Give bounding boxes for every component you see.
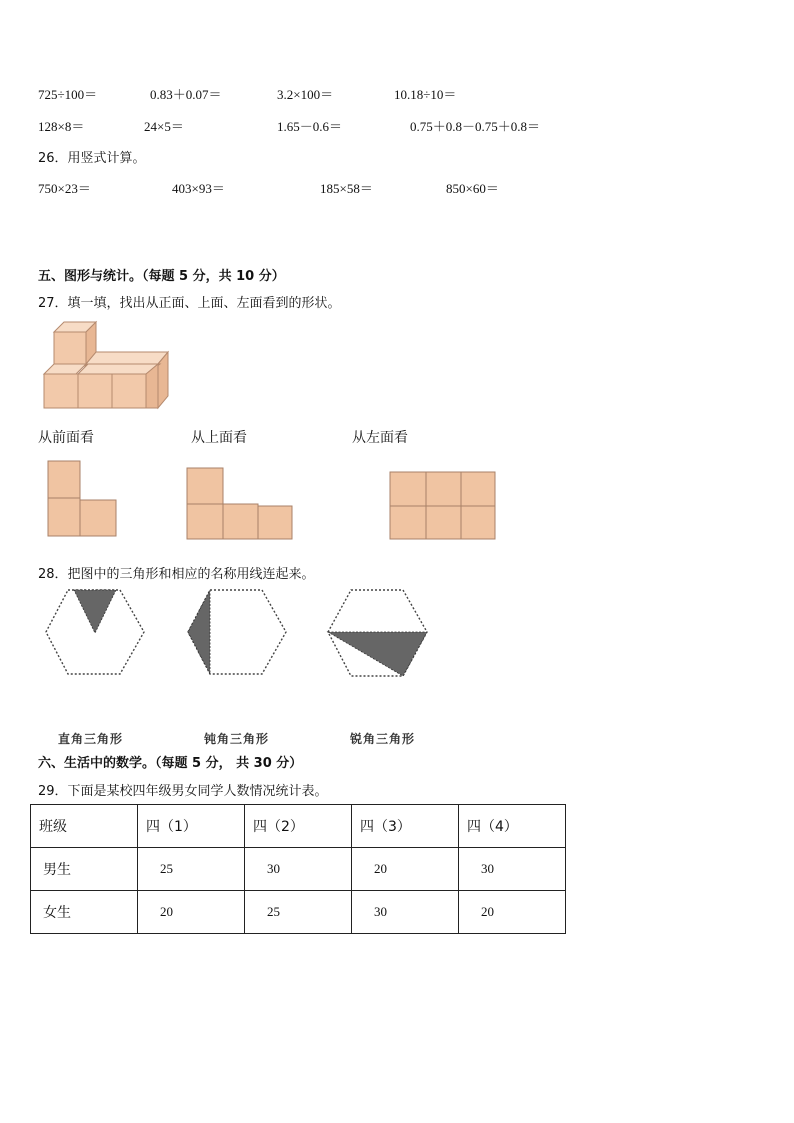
- table-cell: 20: [459, 891, 566, 934]
- hexagon-obtuse-triangle: [326, 588, 430, 680]
- view-label-front: 从前面看: [38, 430, 94, 446]
- table-header-cell: 班级: [31, 805, 138, 848]
- calc-item: 128×8＝: [38, 119, 85, 134]
- row-label: 男生: [31, 848, 138, 891]
- hexagon-acute-triangle: [44, 588, 146, 678]
- table-row: [31, 848, 566, 891]
- triangle-name: 锐角三角形: [350, 732, 416, 746]
- calc-item: 725÷100＝: [38, 87, 98, 102]
- calc-item: 1.65－0.6＝: [277, 119, 343, 134]
- table-header-cell: 四（2）: [245, 805, 352, 848]
- table-header-cell: 四（3）: [352, 805, 459, 848]
- table-cell: 20: [138, 891, 245, 934]
- top-view-shape: [186, 467, 294, 541]
- left-view-shape: [389, 471, 497, 541]
- front-view-shape: [47, 460, 119, 540]
- question-27: 27．填一填，找出从正面、上面、左面看到的形状。: [38, 296, 341, 311]
- calc-item: 403×93＝: [172, 181, 225, 196]
- view-label-top: 从上面看: [191, 430, 247, 446]
- section-6-heading: 六、生活中的数学。（每题 5 分， 共 30 分）: [38, 756, 303, 771]
- calc-item: 10.18÷10＝: [394, 87, 457, 102]
- table-cell: 30: [245, 848, 352, 891]
- hexagon-right-triangle: [186, 588, 288, 678]
- calc-item: 3.2×100＝: [277, 87, 334, 102]
- calc-item: 750×23＝: [38, 181, 91, 196]
- stats-table: [30, 804, 566, 934]
- table-row: [31, 891, 566, 934]
- view-label-left: 从左面看: [352, 430, 408, 446]
- cube-stack-figure: [40, 318, 175, 414]
- table-header-cell: 四（4）: [459, 805, 566, 848]
- triangle-name: 钝角三角形: [204, 732, 270, 746]
- table-header-row: [31, 805, 566, 848]
- table-cell: 30: [459, 848, 566, 891]
- table-cell: 25: [138, 848, 245, 891]
- calc-item: 850×60＝: [446, 181, 499, 196]
- row-label: 女生: [31, 891, 138, 934]
- calc-item: 185×58＝: [320, 181, 373, 196]
- triangle-name: 直角三角形: [58, 732, 124, 746]
- calc-item: 0.75＋0.8－0.75＋0.8＝: [410, 119, 541, 134]
- question-28: 28．把图中的三角形和相应的名称用线连起来。: [38, 567, 315, 582]
- table-cell: 30: [352, 891, 459, 934]
- table-cell: 20: [352, 848, 459, 891]
- question-26: 26．用竖式计算。: [38, 151, 146, 166]
- question-29: 29．下面是某校四年级男女同学人数情况统计表。: [38, 784, 328, 799]
- table-header-cell: 四（1）: [138, 805, 245, 848]
- calc-item: 24×5＝: [144, 119, 184, 134]
- table-cell: 25: [245, 891, 352, 934]
- section-5-heading: 五、图形与统计。（每题 5 分，共 10 分）: [38, 269, 285, 284]
- calc-item: 0.83＋0.07＝: [150, 87, 222, 102]
